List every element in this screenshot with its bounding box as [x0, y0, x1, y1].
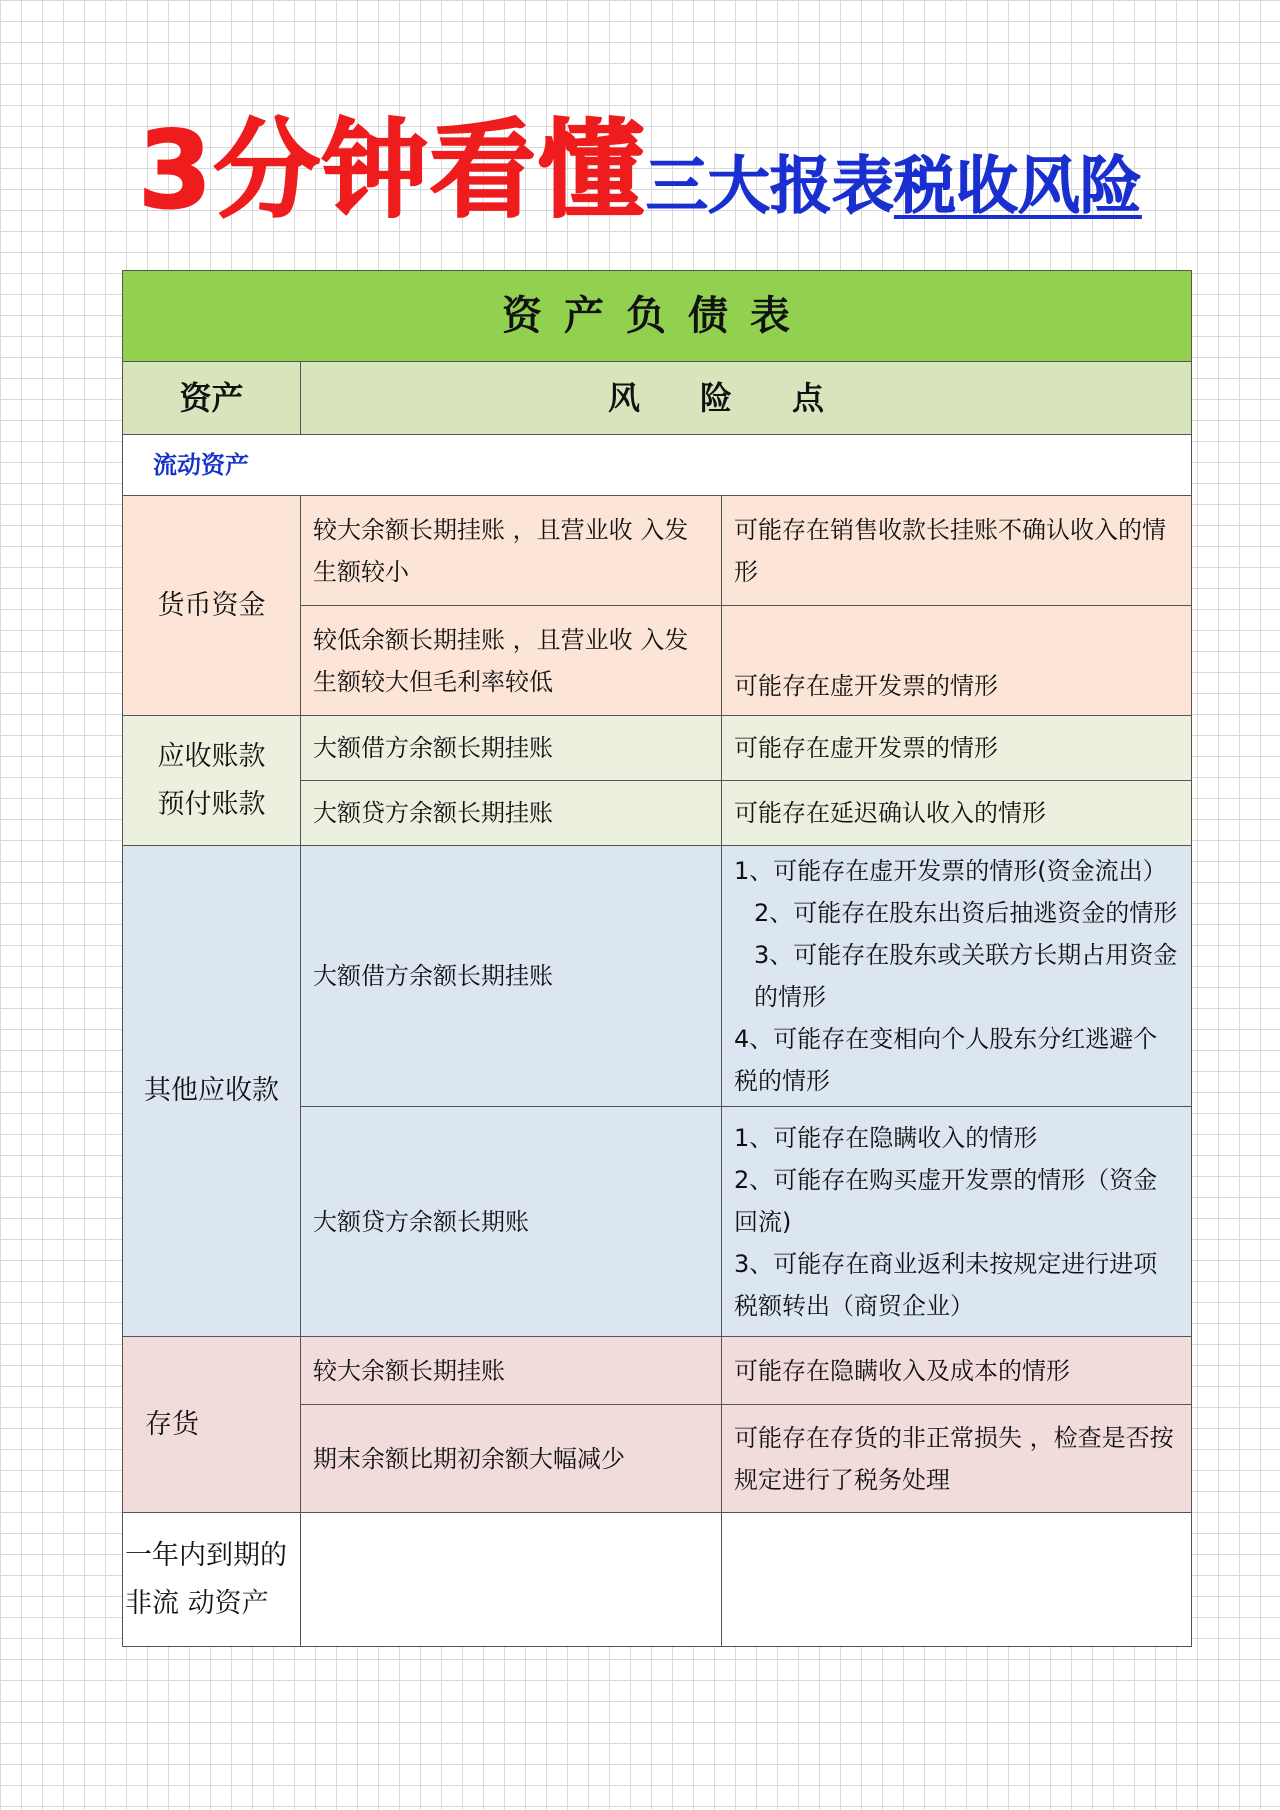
risk-cell: 可能存在销售收款长挂账不确认收入的情形 [722, 496, 1192, 606]
asset-receivable-prepaid [123, 716, 301, 846]
risk-cell: 可能存在延迟确认收入的情形 [722, 781, 1192, 846]
sheet-title: 资产负债表 [123, 271, 1192, 362]
condition-cell: 大额借方余额长期挂账 [301, 716, 722, 781]
risk-item: 3、可能存在股东或关联方长期占用资金的情形 [754, 941, 1178, 1011]
risk-item: 2、可能存在购买虚开发票的情形（资金 回流) [734, 1165, 1158, 1236]
risk-list [722, 846, 1192, 1107]
asset-cash: 货币资金 [123, 496, 301, 716]
condition-cell: 大额贷方余额长期账 [301, 1107, 722, 1337]
header-risk: 风险点 [301, 362, 1192, 435]
balance-sheet-table [122, 270, 1192, 1647]
risk-cell: 可能存在虚开发票的情形 [722, 716, 1192, 781]
risk-cell: 可能存在隐瞒收入及成本的情形 [722, 1337, 1192, 1405]
condition-cell [301, 1513, 722, 1647]
title-highlight: 3分钟看懂 [138, 109, 646, 232]
asset-prepaid: 预付账款 [157, 788, 266, 820]
asset-inventory: 存货 [123, 1337, 301, 1513]
risk-cell: 可能存在虚开发票的情形 [722, 606, 1192, 716]
asset-other-receivables: 其他应收款 [123, 846, 301, 1337]
condition-cell: 较大余额长期挂账 ，且营业收 入发生额较小 [301, 496, 722, 606]
condition-cell: 较大余额长期挂账 [301, 1337, 722, 1405]
condition-cell: 期末余额比期初余额大幅减少 [301, 1405, 722, 1513]
risk-item: 1、可能存在隐瞒收入的情形 [734, 1123, 1038, 1152]
risk-cell: 可能存在存货的非正常损失 ，检查是否按规定进行了税务处理 [722, 1405, 1192, 1513]
condition-cell: 较低余额长期挂账 ，且营业收 入发生额较大但毛利率较低 [301, 606, 722, 716]
title-subject: 三大报表 [645, 149, 894, 222]
section-current-assets: 流动资产 [123, 435, 1192, 496]
title-subject-underlined: 税收风险 [893, 149, 1142, 222]
risk-list [722, 1107, 1192, 1337]
risk-item: 2、可能存在股东出资后抽逃资金的情形 [754, 899, 1178, 927]
condition-cell: 大额贷方余额长期挂账 [301, 781, 722, 846]
risk-cell [722, 1513, 1192, 1647]
risk-item: 4、可能存在变相向个人股东分红逃避个税的情形 [734, 1025, 1158, 1095]
page-title [0, 109, 1280, 232]
asset-receivable: 应收账款 [157, 740, 266, 772]
asset-noncurrent-due-within-year: 一年内到期的非流 动资产 [123, 1513, 301, 1647]
risk-item: 3、可能存在商业返利未按规定进行进项税额转出（商贸企业） [734, 1249, 1158, 1320]
risk-item: 1、可能存在虚开发票的情形(资金流出） [734, 857, 1167, 885]
condition-cell: 大额借方余额长期挂账 [301, 846, 722, 1107]
header-asset: 资产 [123, 362, 301, 435]
